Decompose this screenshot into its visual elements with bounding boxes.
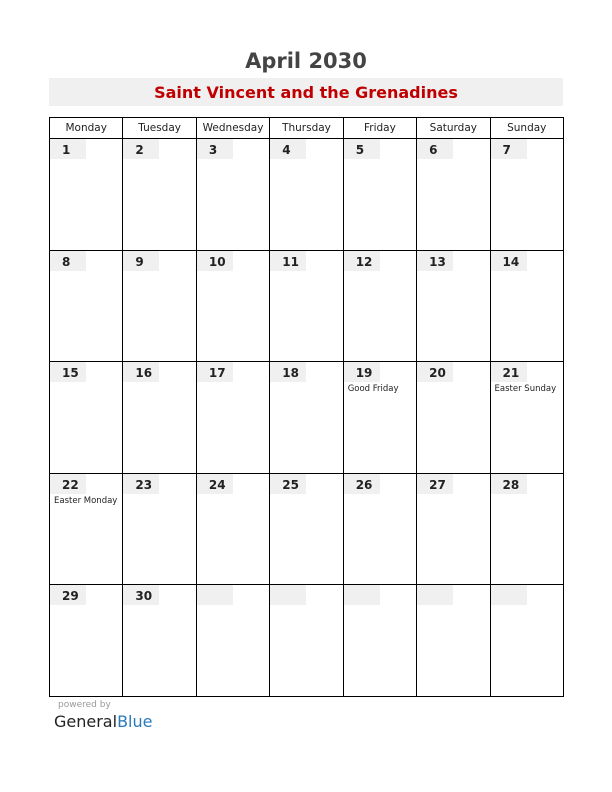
country-name: Saint Vincent and the Grenadines <box>49 78 563 106</box>
day-number: 16 <box>123 362 159 382</box>
day-cell <box>270 585 343 697</box>
day-cell <box>417 139 490 251</box>
day-cell <box>343 473 416 585</box>
day-number: 22 <box>50 474 86 494</box>
day-number: 25 <box>270 474 306 494</box>
day-cell <box>490 139 563 251</box>
weekday-header: Tuesday <box>123 118 196 139</box>
day-number: 30 <box>123 585 159 605</box>
day-number: 11 <box>270 251 306 271</box>
day-number: 14 <box>491 251 527 271</box>
weekday-header: Sunday <box>490 118 563 139</box>
day-cell <box>123 250 196 362</box>
calendar-grid <box>49 117 564 697</box>
day-number: 23 <box>123 474 159 494</box>
day-cell <box>50 250 123 362</box>
weekday-header: Saturday <box>417 118 490 139</box>
day-number-empty <box>197 585 233 605</box>
day-cell <box>123 362 196 474</box>
day-number: 29 <box>50 585 86 605</box>
day-cell <box>123 473 196 585</box>
day-number: 15 <box>50 362 86 382</box>
day-cell <box>270 362 343 474</box>
day-number-empty <box>491 585 527 605</box>
day-number: 3 <box>197 139 233 159</box>
day-cell <box>196 139 269 251</box>
week-row <box>50 362 564 474</box>
day-cell <box>123 585 196 697</box>
calendar-title: April 2030 <box>245 49 367 73</box>
day-number: 18 <box>270 362 306 382</box>
day-cell <box>50 585 123 697</box>
day-number-empty <box>270 585 306 605</box>
day-cell <box>270 473 343 585</box>
day-number: 6 <box>417 139 453 159</box>
weekday-header: Wednesday <box>196 118 269 139</box>
day-cell <box>196 250 269 362</box>
day-number-empty <box>417 585 453 605</box>
day-cell <box>343 250 416 362</box>
day-cell <box>270 250 343 362</box>
day-cell <box>417 473 490 585</box>
day-number-empty <box>344 585 380 605</box>
day-number: 1 <box>50 139 86 159</box>
day-number: 9 <box>123 251 159 271</box>
day-number: 4 <box>270 139 306 159</box>
day-number: 21 <box>491 362 527 382</box>
holiday-label: Easter Monday <box>54 495 118 506</box>
weekday-header: Friday <box>343 118 416 139</box>
day-number: 27 <box>417 474 453 494</box>
day-number: 20 <box>417 362 453 382</box>
day-cell <box>123 139 196 251</box>
day-number: 17 <box>197 362 233 382</box>
weekday-header: Monday <box>50 118 123 139</box>
brand-name-part2: Blue <box>117 712 153 731</box>
day-cell <box>50 139 123 251</box>
day-number: 5 <box>344 139 380 159</box>
day-cell <box>490 473 563 585</box>
powered-by-text: powered by <box>58 700 111 710</box>
day-cell <box>417 250 490 362</box>
day-cell <box>196 362 269 474</box>
day-cell <box>50 362 123 474</box>
day-number: 19 <box>344 362 380 382</box>
day-number: 13 <box>417 251 453 271</box>
day-cell <box>270 139 343 251</box>
day-cell <box>490 362 563 474</box>
brand-name-part1: General <box>54 712 118 731</box>
day-number: 10 <box>197 251 233 271</box>
day-cell <box>343 139 416 251</box>
weekday-header-row <box>50 118 564 139</box>
day-number: 26 <box>344 474 380 494</box>
day-cell <box>490 250 563 362</box>
day-cell <box>417 362 490 474</box>
weekday-header: Thursday <box>270 118 343 139</box>
day-number: 12 <box>344 251 380 271</box>
day-number: 8 <box>50 251 86 271</box>
week-row <box>50 473 564 585</box>
week-row <box>50 250 564 362</box>
day-cell <box>343 585 416 697</box>
day-number: 2 <box>123 139 159 159</box>
brand-logo[interactable] <box>54 712 152 731</box>
day-number: 28 <box>491 474 527 494</box>
holiday-label: Good Friday <box>347 384 399 395</box>
day-cell <box>50 473 123 585</box>
day-cell <box>490 585 563 697</box>
day-cell <box>417 585 490 697</box>
day-number: 7 <box>491 139 527 159</box>
day-number: 24 <box>197 474 233 494</box>
day-cell <box>343 362 416 474</box>
day-cell <box>196 473 269 585</box>
day-cell <box>196 585 269 697</box>
week-row <box>50 585 564 697</box>
week-row <box>50 139 564 251</box>
holiday-label: Easter Sunday <box>494 384 557 395</box>
